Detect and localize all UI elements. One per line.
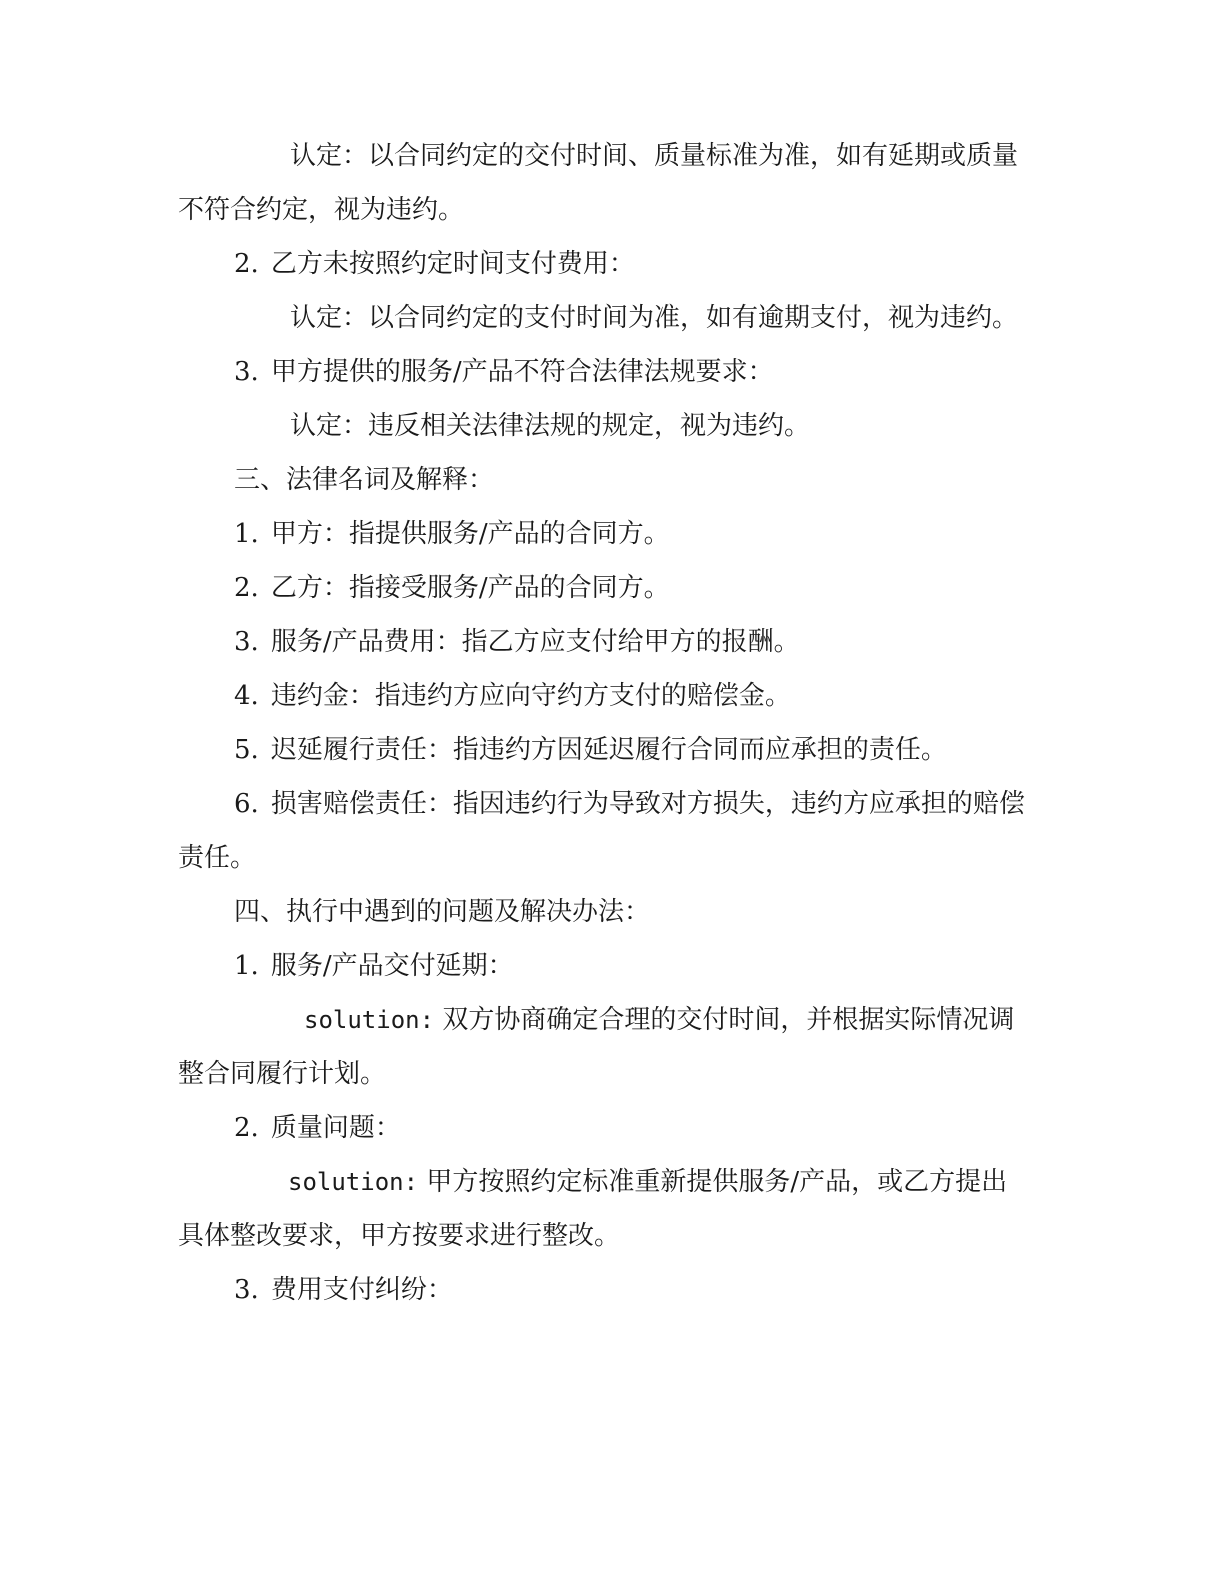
section-heading-3 xyxy=(178,453,1028,507)
paragraph-determination-2 xyxy=(178,291,1028,345)
section-heading-text: 三、法律名词及解释： xyxy=(234,465,495,495)
list-number: 2. xyxy=(234,1113,259,1143)
paragraph-determination-1 xyxy=(178,129,1028,237)
list-item-text: 乙方未按照约定时间支付费用： xyxy=(270,249,635,279)
term-item-5 xyxy=(178,723,1028,777)
section-heading-text: 四、执行中遇到的问题及解决办法： xyxy=(234,897,651,927)
section-heading-4 xyxy=(178,885,1028,939)
list-item-text: 违约金：指违约方应向守约方支付的赔偿金。 xyxy=(270,681,791,711)
paragraph-determination-3 xyxy=(178,399,1028,453)
solution-paragraph-2 xyxy=(178,1155,1028,1263)
term-item-3 xyxy=(178,615,1028,669)
list-item-text: 质量问题： xyxy=(270,1113,401,1143)
term-item-1 xyxy=(178,507,1028,561)
list-number: 6. xyxy=(234,789,259,819)
list-item-2 xyxy=(178,237,1028,291)
list-number: 1. xyxy=(234,519,259,549)
list-number: 3. xyxy=(234,627,259,657)
solution-label: solution: xyxy=(304,1006,435,1034)
list-item-text: 损害赔偿责任：指因违约行为导致对方损失，违约方应承担的赔偿责任。 xyxy=(178,789,1025,873)
paragraph-text: 认定：以合同约定的支付时间为准，如有逾期支付，视为违约。 xyxy=(290,303,1019,333)
issue-item-2 xyxy=(178,1101,1028,1155)
term-item-2 xyxy=(178,561,1028,615)
list-item-text: 甲方：指提供服务/产品的合同方。 xyxy=(270,519,670,549)
list-number: 2. xyxy=(234,573,259,603)
list-number: 1. xyxy=(234,951,259,981)
list-item-text: 乙方：指接受服务/产品的合同方。 xyxy=(270,573,670,603)
term-item-4 xyxy=(178,669,1028,723)
paragraph-text: 认定：违反相关法律法规的规定，视为违约。 xyxy=(290,411,811,441)
list-number: 5. xyxy=(234,735,259,765)
list-item-3 xyxy=(178,345,1028,399)
list-item-text: 费用支付纠纷： xyxy=(270,1275,453,1305)
paragraph-text: 认定：以合同约定的交付时间、质量标准为准，如有延期或质量不符合约定，视为违约。 xyxy=(178,141,1019,225)
list-item-text: 服务/产品费用：指乙方应支付给甲方的报酬。 xyxy=(270,627,800,657)
issue-item-3 xyxy=(178,1263,1028,1317)
list-number: 3. xyxy=(234,1275,259,1305)
list-number: 3. xyxy=(234,357,259,387)
list-item-text: 服务/产品交付延期： xyxy=(270,951,514,981)
list-item-text: 甲方提供的服务/产品不符合法律法规要求： xyxy=(270,357,774,387)
list-item-text: 迟延履行责任：指违约方因延迟履行合同而应承担的责任。 xyxy=(270,735,947,765)
solution-paragraph-1 xyxy=(178,993,1028,1101)
term-item-6 xyxy=(178,777,1028,885)
document-body xyxy=(178,129,1028,1317)
list-number: 2. xyxy=(234,249,259,279)
list-number: 4. xyxy=(234,681,259,711)
issue-item-1 xyxy=(178,939,1028,993)
solution-text: 甲方按照约定标准重新提供服务/产品，或乙方提出具体整改要求，甲方按要求进行整改。 xyxy=(178,1167,1008,1251)
solution-text: 双方协商确定合理的交付时间，并根据实际情况调整合同履行计划。 xyxy=(178,1005,1015,1089)
solution-label: solution: xyxy=(288,1168,419,1196)
